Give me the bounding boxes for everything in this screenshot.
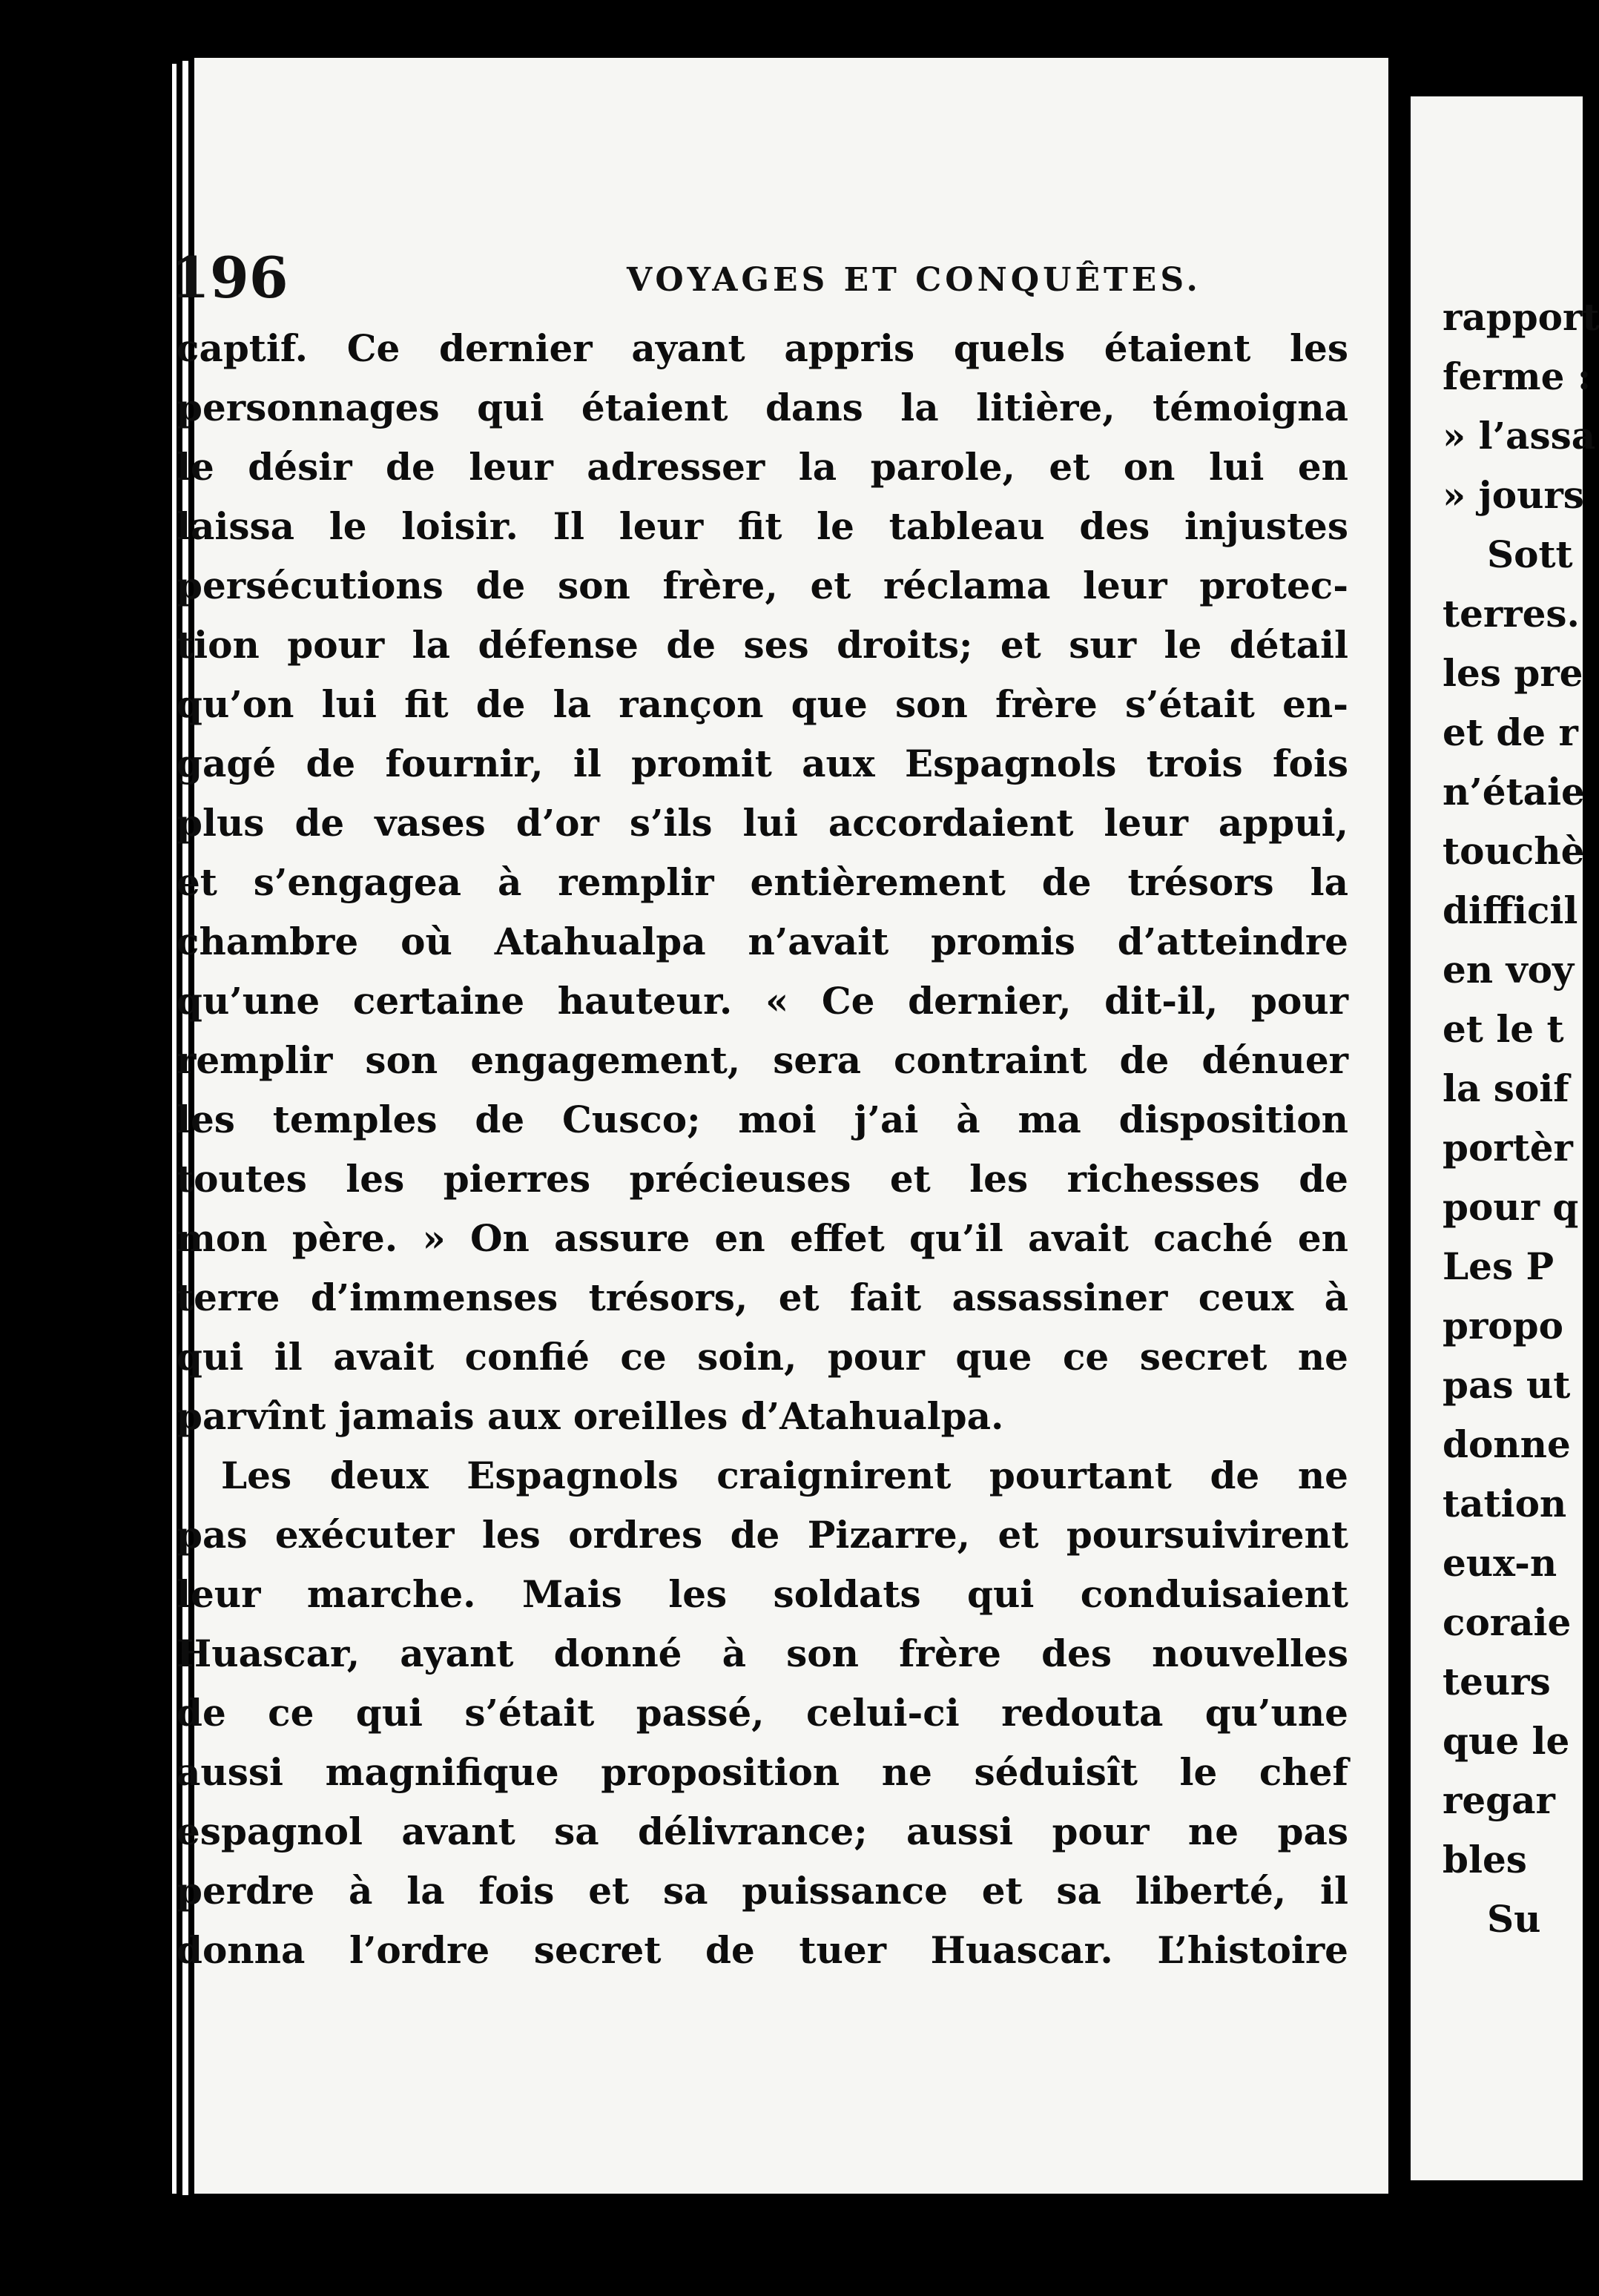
- text-line: ferme :: [1443, 354, 1592, 398]
- text-line: terres.: [1443, 592, 1580, 636]
- text-line: tion pour la défense de ses droits; et sur le détail: [177, 623, 1348, 667]
- text-line: et le t: [1443, 1007, 1564, 1051]
- text-line: difficil: [1443, 888, 1578, 932]
- text-line: » l’assa: [1443, 414, 1596, 458]
- text-line: leur marche. Mais les soldats qui conduisaient: [177, 1572, 1348, 1616]
- text-line: pas ut: [1443, 1363, 1571, 1407]
- text-line: bles: [1443, 1838, 1527, 1881]
- running-title: VOYAGES ET CONQUÊTES.: [627, 261, 1201, 299]
- text-line: et de r: [1443, 710, 1578, 754]
- text-line: Les deux Espagnols craignirent pourtant de ne: [221, 1454, 1348, 1497]
- text-line: persécutions de son frère, et réclama leur protec-: [177, 564, 1348, 607]
- text-line: donna l’ordre secret de tuer Huascar. L’histoire: [177, 1928, 1348, 1972]
- text-line: plus de vases d’or s’ils lui accordaient leur appui,: [177, 801, 1348, 845]
- text-line: eux-n: [1443, 1541, 1557, 1585]
- text-line: le désir de leur adresser la parole, et on lui en: [177, 445, 1348, 489]
- text-line: rapport: [1443, 295, 1599, 339]
- text-line: en voy: [1443, 948, 1575, 992]
- text-line: Huascar, ayant donné à son frère des nouvelles: [177, 1632, 1348, 1675]
- text-line: et s’engagea à remplir entièrement de trésors la: [177, 860, 1348, 904]
- text-line: coraie: [1443, 1600, 1572, 1644]
- text-line: qu’une certaine hauteur. « Ce dernier, dit-il, pour: [177, 979, 1348, 1023]
- text-line: tation: [1443, 1482, 1567, 1525]
- text-line: portèr: [1443, 1126, 1573, 1170]
- text-line: espagnol avant sa délivrance; aussi pour ne pas: [177, 1810, 1348, 1853]
- right-page-text: [1443, 288, 1599, 1949]
- text-line: parvînt jamais aux oreilles d’Atahualpa.: [177, 1394, 1004, 1438]
- text-line: la soif: [1443, 1066, 1569, 1110]
- text-line: que le: [1443, 1719, 1570, 1763]
- text-line: les pre: [1443, 651, 1583, 695]
- text-line: » jours: [1443, 473, 1584, 517]
- text-line: qui il avait confié ce soin, pour que ce secret ne: [177, 1335, 1348, 1379]
- text-line: terre d’immenses trésors, et fait assassiner ceux à: [177, 1276, 1348, 1319]
- text-line: propo: [1443, 1304, 1563, 1347]
- text-line: Sott: [1487, 532, 1573, 576]
- text-line: gagé de fournir, il promit aux Espagnols trois fois: [177, 742, 1348, 785]
- text-line: laissa le loisir. Il leur fit le tableau des injustes: [177, 504, 1348, 548]
- text-line: chambre où Atahualpa n’avait promis d’atteindre: [177, 920, 1348, 963]
- text-line: personnages qui étaient dans la litière, témoigna: [177, 386, 1348, 429]
- text-line: perdre à la fois et sa puissance et sa liberté, il: [177, 1869, 1348, 1913]
- text-line: de ce qui s’était passé, celui-ci redouta qu’une: [177, 1691, 1348, 1735]
- text-line: donne: [1443, 1422, 1571, 1466]
- text-line: Su: [1487, 1897, 1541, 1941]
- text-line: n’étaie: [1443, 770, 1585, 814]
- text-line: teurs: [1443, 1660, 1551, 1703]
- page-number: 196: [171, 245, 289, 311]
- text-line: remplir son engagement, sera contraint de dénuer: [177, 1038, 1348, 1082]
- text-line: Les P: [1443, 1244, 1555, 1288]
- text-line: aussi magnifique proposition ne séduisît le chef: [177, 1750, 1348, 1794]
- text-line: captif. Ce dernier ayant appris quels étaient les: [177, 326, 1348, 370]
- text-line: touchè: [1443, 829, 1585, 873]
- text-line: toutes les pierres précieuses et les richesses de: [177, 1157, 1348, 1201]
- text-line: qu’on lui fit de la rançon que son frère s’était en-: [177, 682, 1348, 726]
- text-line: les temples de Cusco; moi j’ai à ma disposition: [177, 1098, 1348, 1141]
- running-head: [171, 245, 1342, 326]
- text-line: regar: [1443, 1778, 1555, 1822]
- text-line: pour q: [1443, 1185, 1579, 1229]
- text-line: mon père. » On assure en effet qu’il avait caché en: [177, 1216, 1348, 1260]
- body-text: [177, 319, 1348, 1980]
- text-line: pas exécuter les ordres de Pizarre, et poursuivirent: [177, 1513, 1348, 1557]
